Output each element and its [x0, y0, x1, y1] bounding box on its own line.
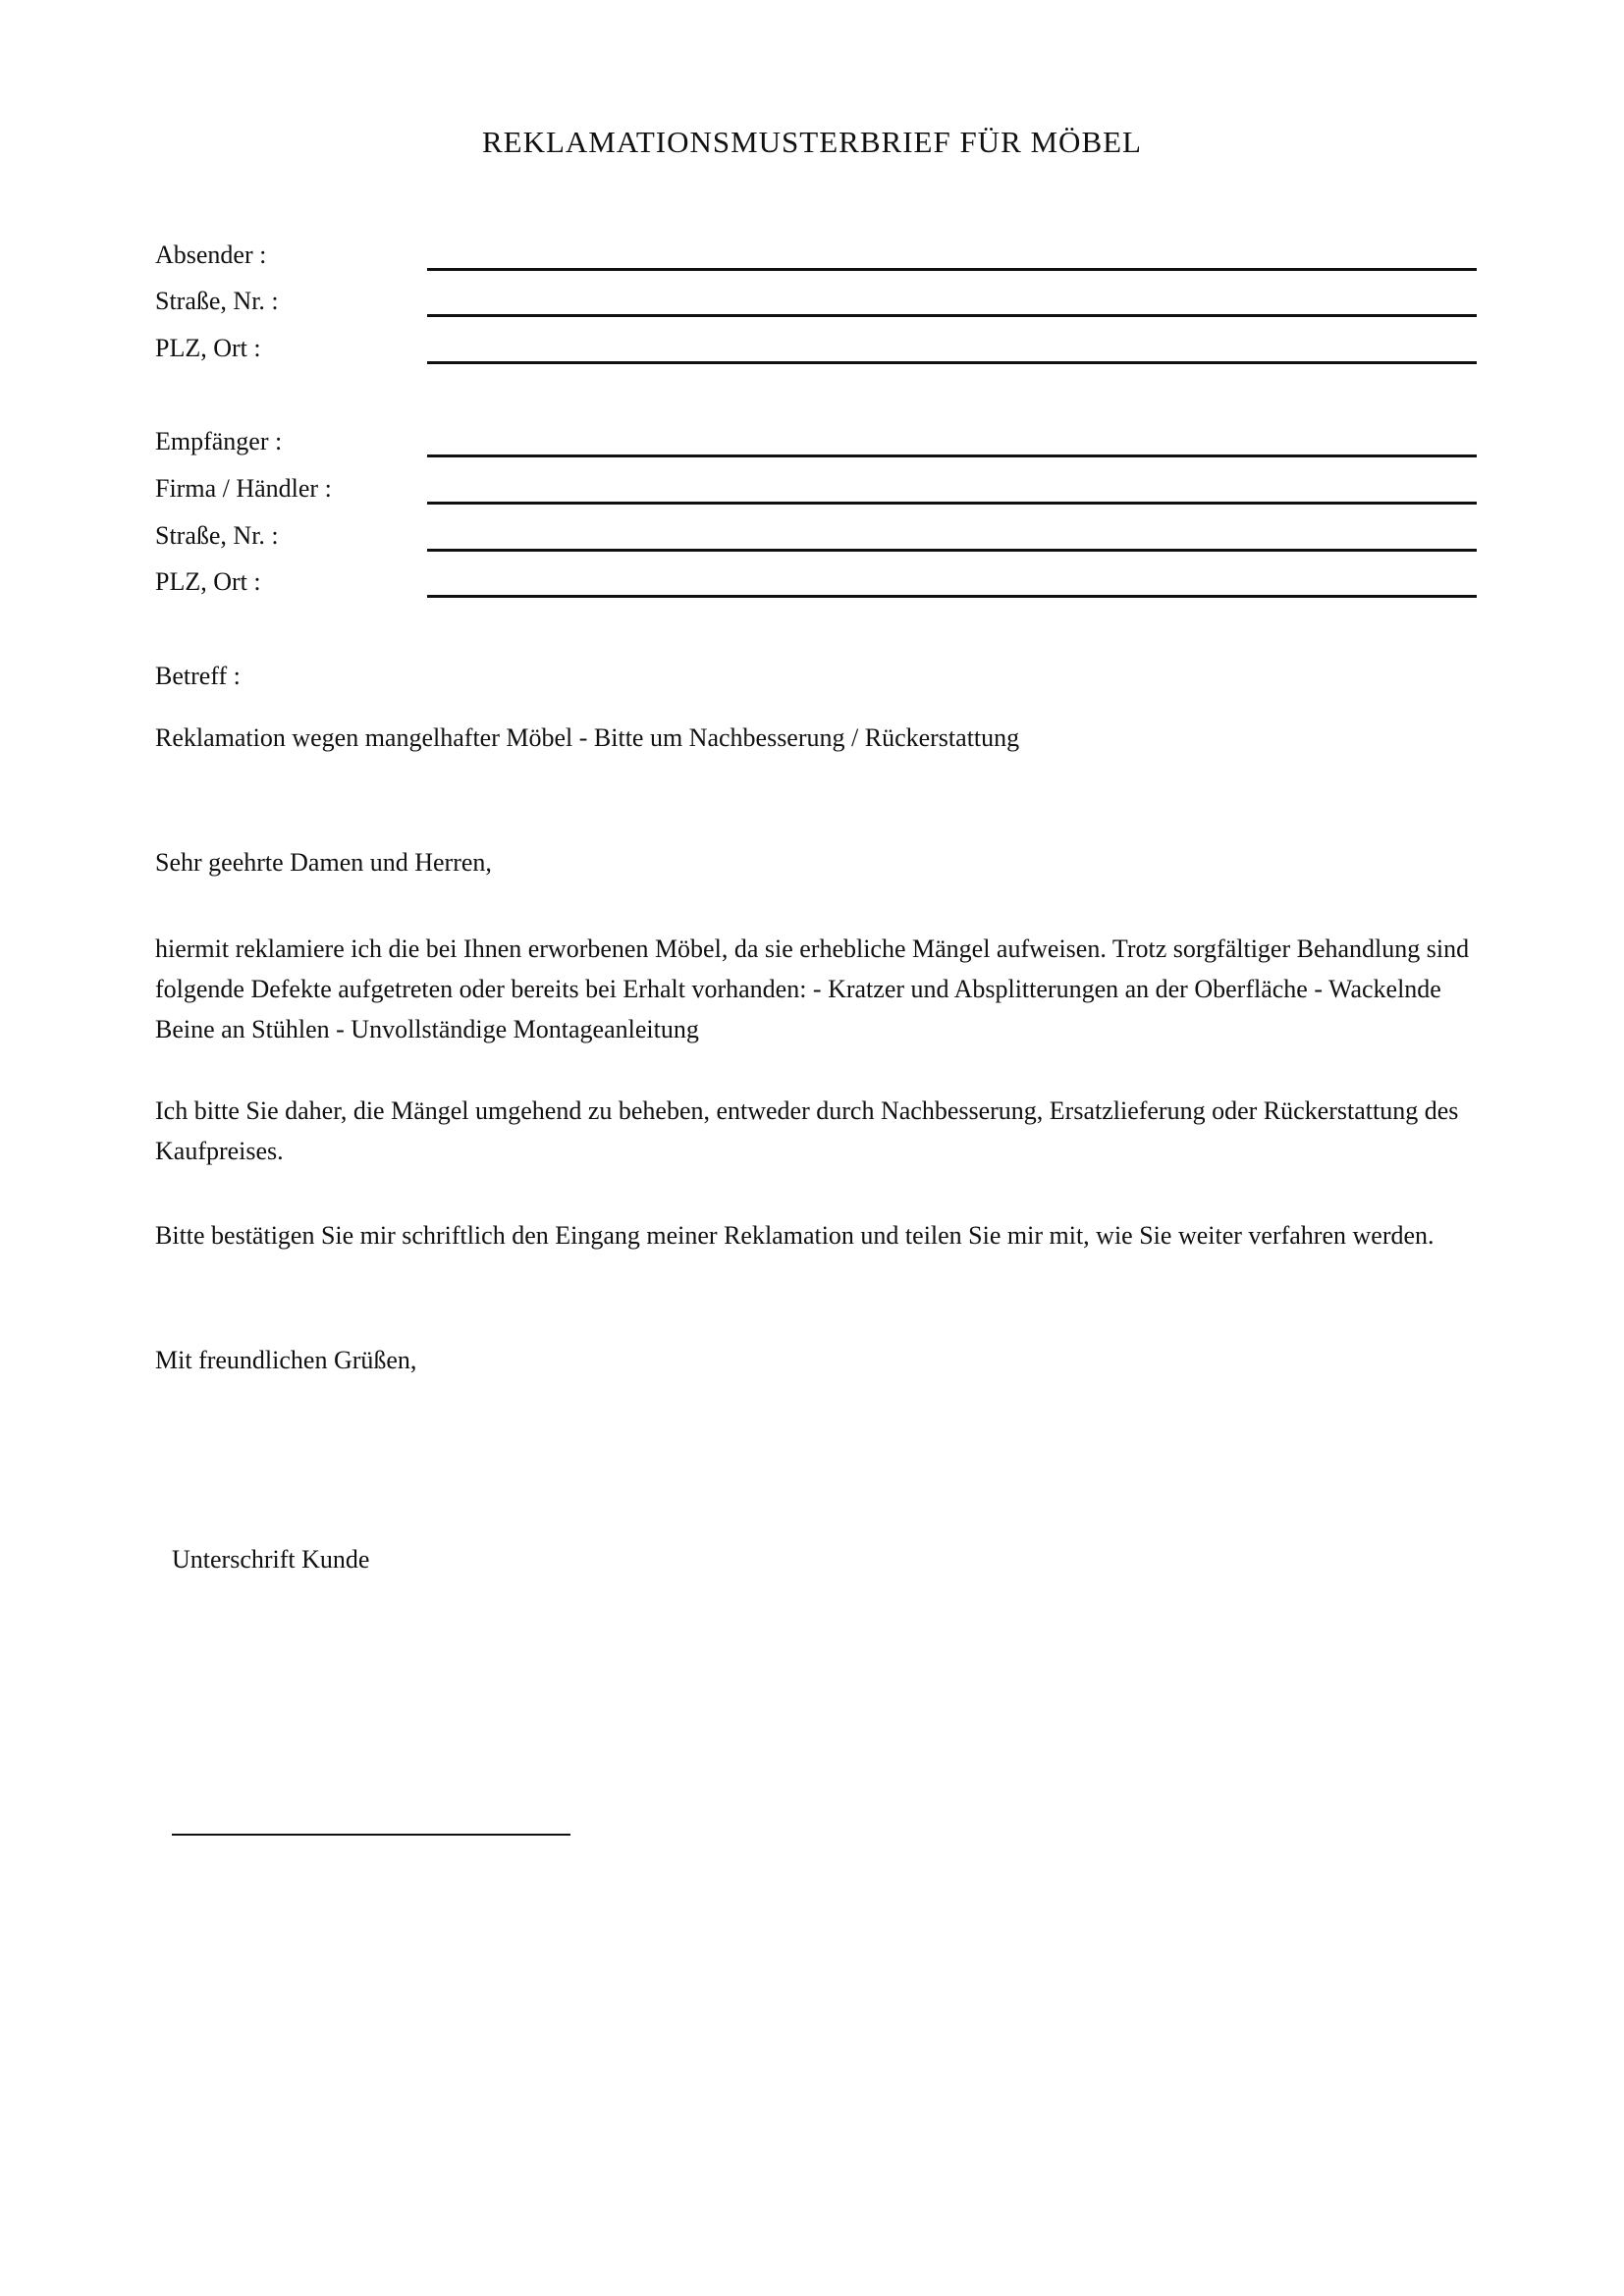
sender-name-label: Absender :	[155, 240, 267, 269]
recipient-name-field[interactable]	[427, 454, 1477, 457]
signature-label: Unterschrift Kunde	[172, 1545, 370, 1574]
recipient-street-row	[155, 520, 1477, 560]
recipient-city-row	[155, 566, 1477, 606]
recipient-company-row	[155, 473, 1477, 512]
recipient-name-row	[155, 426, 1477, 465]
salutation: Sehr geehrte Damen und Herren,	[155, 848, 492, 877]
sender-city-label: PLZ, Ort :	[155, 334, 261, 362]
sender-name-field[interactable]	[427, 268, 1477, 271]
signature-line[interactable]	[172, 1834, 570, 1836]
recipient-company-field[interactable]	[427, 502, 1477, 505]
sender-street-field[interactable]	[427, 314, 1477, 317]
recipient-city-label: PLZ, Ort :	[155, 567, 261, 596]
body-paragraph-2: Ich bitte Sie daher, die Mängel umgehend zu beheben, entweder durch Nachbesserung, Ersatzlieferung oder Rückerstattung des Kaufpreises.	[155, 1096, 1459, 1165]
recipient-city-field[interactable]	[427, 595, 1477, 598]
body-paragraph-3: Bitte bestätigen Sie mir schriftlich den Eingang meiner Reklamation und teilen Sie mir mit, wie Sie weiter verfahren werden.	[155, 1221, 1435, 1250]
recipient-name-label: Empfänger :	[155, 427, 283, 455]
sender-street-label: Straße, Nr. :	[155, 287, 279, 315]
sender-city-field[interactable]	[427, 361, 1477, 364]
recipient-street-field[interactable]	[427, 549, 1477, 552]
recipient-street-label: Straße, Nr. :	[155, 521, 279, 550]
closing: Mit freundlichen Grüßen,	[155, 1346, 417, 1374]
recipient-company-label: Firma / Händler :	[155, 474, 332, 503]
document-title: REKLAMATIONSMUSTERBRIEF FÜR MÖBEL	[481, 125, 1142, 159]
subject-text: Reklamation wegen mangelhafter Möbel - Bitte um Nachbesserung / Rückerstattung	[155, 723, 1020, 752]
sender-name-row	[155, 240, 1477, 279]
body-paragraph-1: hiermit reklamiere ich die bei Ihnen erworbenen Möbel, da sie erhebliche Mängel aufweisen. Trotz sorgfältiger Behandlung sind folgende Defekte aufgetreten oder bereits bei Erhalt vorhanden: - Kratzer und Absplitterungen an der Oberfläche - Wackelnde Beine an Stühlen - Unvollständige Montageanleitung	[155, 934, 1470, 1043]
sender-city-row	[155, 333, 1477, 372]
subject-label: Betreff :	[155, 662, 241, 690]
sender-street-row	[155, 286, 1477, 325]
